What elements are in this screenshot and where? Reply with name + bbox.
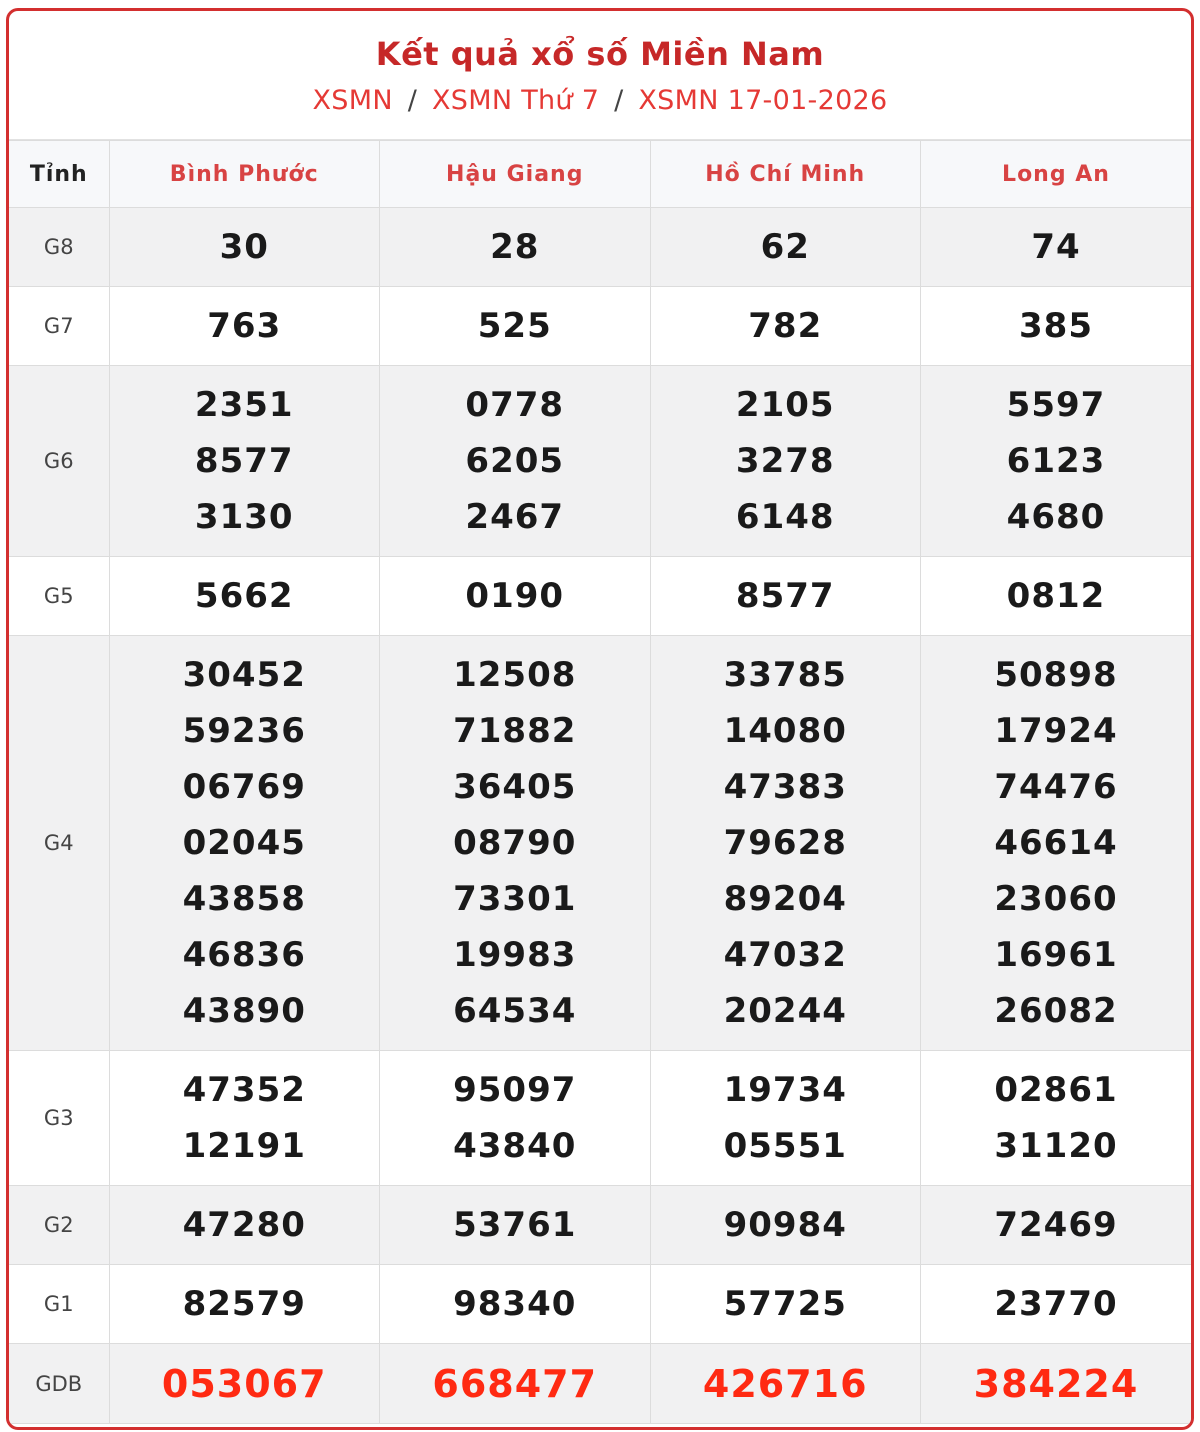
result-number: 23060 — [994, 879, 1118, 919]
result-number: 43858 — [182, 879, 306, 919]
result-number: 62 — [760, 227, 810, 267]
result-number: 46614 — [994, 823, 1118, 863]
prize-row-g5 — [9, 557, 1191, 636]
breadcrumb-link-xsmn-date[interactable]: XSMN 17-01-2026 — [638, 85, 888, 116]
result-number: 0812 — [1006, 576, 1106, 616]
prize-label: GDB — [9, 1344, 109, 1424]
result-number: 02045 — [182, 823, 306, 863]
result-cell — [650, 287, 921, 366]
result-number: 2467 — [465, 497, 565, 537]
result-number: 57725 — [723, 1284, 847, 1324]
result-cell — [109, 636, 380, 1051]
result-cell — [380, 636, 651, 1051]
result-number: 8577 — [194, 441, 294, 481]
special-prize-number: 053067 — [161, 1361, 327, 1406]
result-number: 71882 — [453, 711, 577, 751]
result-number: 31120 — [994, 1126, 1118, 1166]
results-table — [9, 140, 1191, 1424]
result-number: 74476 — [994, 767, 1118, 807]
result-cell — [650, 557, 921, 636]
result-cell — [921, 636, 1192, 1051]
prize-label: G5 — [9, 557, 109, 636]
result-number: 47352 — [182, 1070, 306, 1110]
result-cell — [380, 557, 651, 636]
special-prize-number: 426716 — [702, 1361, 868, 1406]
result-cell — [380, 366, 651, 557]
result-number: 59236 — [182, 711, 306, 751]
result-number: 02861 — [994, 1070, 1118, 1110]
result-number: 64534 — [453, 991, 577, 1031]
prize-label: G6 — [9, 366, 109, 557]
page-title: Kết quả xổ số Miền Nam — [375, 35, 825, 73]
result-number: 79628 — [723, 823, 847, 863]
prize-label: G2 — [9, 1186, 109, 1265]
result-number: 3130 — [194, 497, 294, 537]
result-cell — [650, 636, 921, 1051]
result-number: 20244 — [723, 991, 847, 1031]
result-cell — [380, 1051, 651, 1186]
result-cell — [109, 1186, 380, 1265]
result-cell — [380, 208, 651, 287]
result-cell — [380, 1265, 651, 1344]
result-number: 12191 — [182, 1126, 306, 1166]
result-number: 0190 — [465, 576, 565, 616]
result-number: 08790 — [453, 823, 577, 863]
province-hau-giang[interactable]: Hậu Giang — [380, 141, 651, 208]
result-number: 14080 — [723, 711, 847, 751]
special-prize-number: 668477 — [432, 1361, 598, 1406]
result-number: 26082 — [994, 991, 1118, 1031]
result-cell — [921, 208, 1192, 287]
prize-label: G8 — [9, 208, 109, 287]
result-number: 19983 — [453, 935, 577, 975]
breadcrumb-separator: / — [407, 85, 418, 116]
province-column-label: Tỉnh — [9, 141, 109, 208]
result-cell — [380, 1186, 651, 1265]
result-cell — [109, 366, 380, 557]
result-number: 8577 — [735, 576, 835, 616]
result-number: 33785 — [723, 655, 847, 695]
result-number: 90984 — [723, 1205, 847, 1245]
result-number: 763 — [207, 306, 282, 346]
result-number: 72469 — [994, 1205, 1118, 1245]
prize-row-gdb — [9, 1344, 1191, 1424]
results-header — [9, 11, 1191, 140]
prize-row-g2 — [9, 1186, 1191, 1265]
result-number: 43890 — [182, 991, 306, 1031]
result-cell — [380, 1344, 651, 1424]
result-cell — [921, 1265, 1192, 1344]
result-number: 2351 — [194, 385, 294, 425]
result-number: 5597 — [1006, 385, 1106, 425]
result-number: 95097 — [453, 1070, 577, 1110]
result-cell — [921, 287, 1192, 366]
result-cell — [921, 366, 1192, 557]
result-number: 385 — [1019, 306, 1093, 346]
result-number: 19734 — [723, 1070, 847, 1110]
result-number: 05551 — [723, 1126, 847, 1166]
result-number: 12508 — [453, 655, 577, 695]
result-cell — [921, 1344, 1192, 1424]
result-number: 98340 — [453, 1284, 577, 1324]
result-cell — [109, 1051, 380, 1186]
result-cell — [650, 366, 921, 557]
result-number: 4680 — [1006, 497, 1106, 537]
prize-row-g1 — [9, 1265, 1191, 1344]
prize-row-g6 — [9, 366, 1191, 557]
result-number: 82579 — [182, 1284, 306, 1324]
result-number: 46836 — [182, 935, 306, 975]
special-prize-number: 384224 — [973, 1361, 1139, 1406]
result-number: 28 — [490, 227, 540, 267]
result-number: 73301 — [453, 879, 577, 919]
result-number: 6148 — [735, 497, 835, 537]
breadcrumb-link-xsmn-thu7[interactable]: XSMN Thứ 7 — [432, 85, 600, 116]
result-cell — [650, 1186, 921, 1265]
result-number: 2105 — [735, 385, 835, 425]
result-cell — [921, 557, 1192, 636]
result-cell — [109, 1344, 380, 1424]
province-long-an[interactable]: Long An — [921, 141, 1192, 208]
result-number: 782 — [748, 306, 823, 346]
province-binh-phuoc[interactable]: Bình Phước — [109, 141, 380, 208]
result-number: 36405 — [453, 767, 577, 807]
result-cell — [109, 1265, 380, 1344]
result-cell — [109, 208, 380, 287]
result-number: 30452 — [182, 655, 306, 695]
prize-row-g8 — [9, 208, 1191, 287]
result-number: 47032 — [723, 935, 847, 975]
prize-row-g4 — [9, 636, 1191, 1051]
result-cell — [650, 1344, 921, 1424]
breadcrumb — [9, 85, 1191, 116]
result-cell — [921, 1186, 1192, 1265]
result-number: 74 — [1031, 227, 1081, 267]
results-card — [6, 8, 1194, 1430]
result-cell — [650, 1265, 921, 1344]
result-cell — [109, 557, 380, 636]
result-number: 525 — [477, 306, 552, 346]
result-number: 47383 — [723, 767, 847, 807]
prize-row-g3 — [9, 1051, 1191, 1186]
province-header-row — [9, 141, 1191, 208]
result-number: 30 — [219, 227, 269, 267]
result-number: 5662 — [194, 576, 294, 616]
result-number: 3278 — [735, 441, 835, 481]
result-number: 47280 — [182, 1205, 306, 1245]
result-number: 16961 — [994, 935, 1118, 975]
prize-label: G4 — [9, 636, 109, 1051]
prize-label: G7 — [9, 287, 109, 366]
result-number: 43840 — [453, 1126, 577, 1166]
result-number: 23770 — [994, 1284, 1118, 1324]
result-cell — [380, 287, 651, 366]
result-number: 6123 — [1006, 441, 1106, 481]
result-number: 0778 — [465, 385, 565, 425]
result-cell — [650, 1051, 921, 1186]
result-cell — [921, 1051, 1192, 1186]
result-number: 89204 — [723, 879, 847, 919]
result-number: 53761 — [453, 1205, 577, 1245]
province-ho-chi-minh[interactable]: Hồ Chí Minh — [650, 141, 921, 208]
result-number: 50898 — [994, 655, 1118, 695]
prize-row-g7 — [9, 287, 1191, 366]
result-number: 06769 — [182, 767, 306, 807]
result-number: 6205 — [465, 441, 565, 481]
result-cell — [109, 287, 380, 366]
prize-label: G1 — [9, 1265, 109, 1344]
breadcrumb-link-xsmn[interactable]: XSMN — [312, 85, 393, 116]
breadcrumb-separator: / — [614, 85, 624, 116]
prize-label: G3 — [9, 1051, 109, 1186]
result-cell — [650, 208, 921, 287]
result-number: 17924 — [994, 711, 1118, 751]
